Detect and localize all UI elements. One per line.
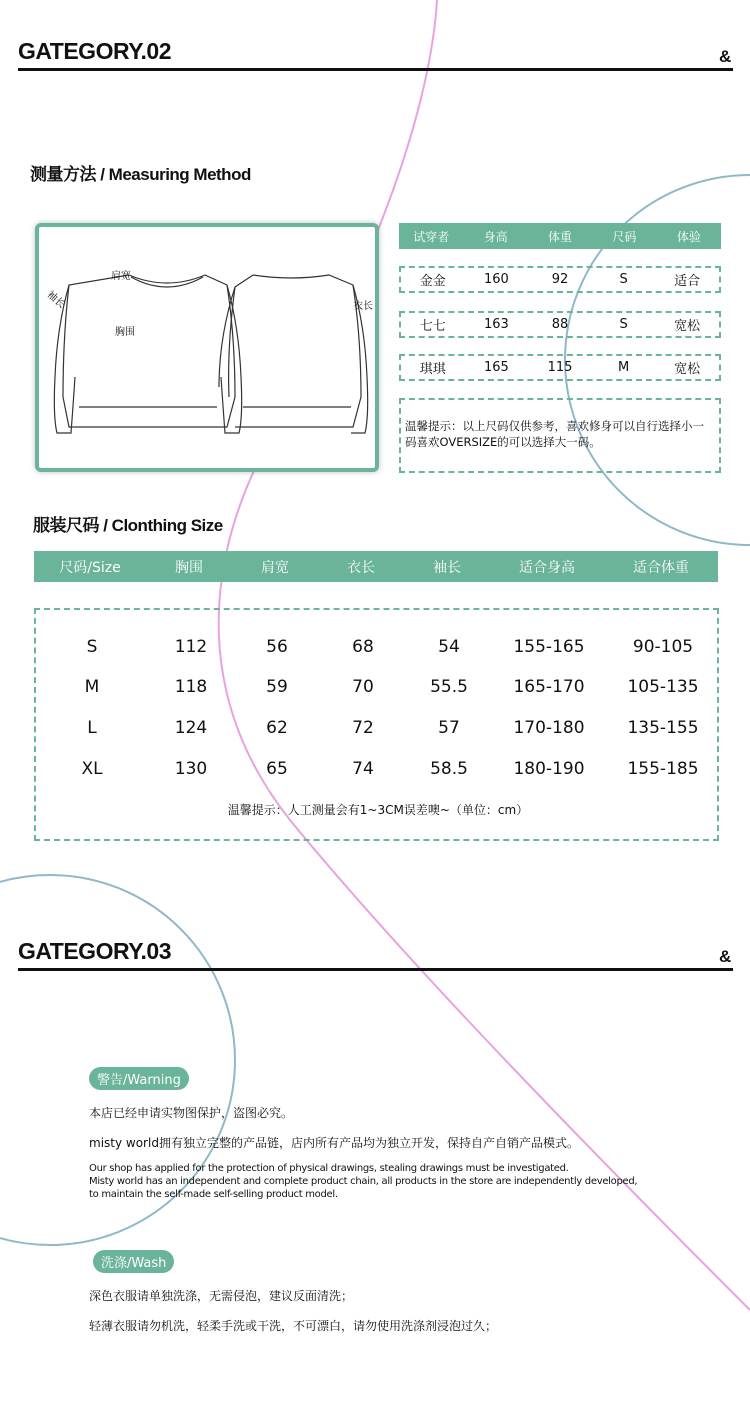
- size-cell: 62: [266, 718, 288, 738]
- size-cell: 105-135: [627, 677, 699, 697]
- label-sleeve: 袖长: [44, 289, 67, 311]
- size-row: [36, 634, 720, 660]
- tryon-cell: 琪琪: [419, 362, 446, 377]
- tryon-header-cell: 身高: [483, 229, 508, 244]
- size-cell: 112: [174, 637, 208, 657]
- category-02-amp: &: [719, 47, 732, 66]
- size-cell: 57: [438, 718, 460, 738]
- tryon-row: [399, 354, 721, 381]
- warning-en-2: Misty world has an independent and complete product chain, all products in the store are independently developed,: [89, 1176, 638, 1187]
- wash-line-2: 轻薄衣服请勿机洗，轻柔手洗或干洗，不可漂白，请勿使用洗涤剂浸泡过久；: [89, 1319, 498, 1333]
- size-cell: 130: [174, 759, 208, 779]
- size-header-cell: 袖长: [433, 559, 461, 576]
- size-cell: 56: [266, 637, 288, 657]
- size-tip: 温馨提示：人工测量会有1~3CM误差噢~（单位：cm）: [227, 803, 529, 817]
- warning-label: 警告/Warning: [89, 1067, 189, 1090]
- size-cell: 165-170: [513, 677, 585, 697]
- tryon-cell: 七七: [419, 319, 446, 334]
- size-cell: 68: [352, 637, 374, 657]
- size-cell: XL: [81, 759, 103, 779]
- tryon-tip: 温馨提示：以上尺码仅供参考，喜欢修身可以自行选择小一码喜欢OVERSIZE的可以选择大一码。: [405, 419, 704, 449]
- size-header-cell: 肩宽: [261, 559, 289, 576]
- tryon-cell: 163: [483, 317, 509, 332]
- size-row: [36, 674, 720, 700]
- size-cell: 59: [266, 677, 288, 697]
- size-cell: 180-190: [513, 759, 585, 779]
- tryon-header-cell: 试穿者: [413, 229, 450, 244]
- label-length: 衣长: [353, 301, 373, 312]
- size-cell: 155-165: [513, 637, 585, 657]
- size-cell: 118: [174, 677, 208, 697]
- size-cell: 54: [438, 637, 460, 657]
- tryon-header-cell: 尺码: [612, 229, 637, 244]
- tryon-cell: S: [619, 272, 628, 287]
- category-03-rule: [18, 968, 733, 971]
- tryon-header-cell: 体重: [548, 229, 573, 244]
- size-cell: M: [84, 677, 100, 697]
- size-header-cell: 衣长: [347, 559, 375, 576]
- size-header: [34, 551, 718, 582]
- warning-line-2: misty world拥有独立完整的产品链，店内所有产品均为独立开发，保持自产自销产品模式。: [89, 1136, 579, 1150]
- size-table-box: [34, 608, 719, 841]
- tryon-cell: 160: [483, 272, 509, 287]
- warning-line-1: 本店已经申请实物图保护，盗图必究。: [89, 1106, 294, 1120]
- size-header-cell: 适合身高: [519, 559, 575, 576]
- size-row: [36, 756, 720, 782]
- size-header-cell: 适合体重: [633, 559, 689, 576]
- warning-en-3: to maintain the self-made self-selling product model.: [89, 1189, 338, 1200]
- tryon-cell: 88: [551, 317, 569, 332]
- wash-label: 洗涤/Wash: [93, 1250, 174, 1273]
- category-03-title: GATEGORY.03: [18, 938, 171, 964]
- tryon-cell: 宽松: [674, 319, 701, 334]
- size-row: [36, 715, 720, 741]
- size-header-cell: 尺码/Size: [59, 559, 121, 576]
- measure-diagram-frame: [35, 223, 379, 472]
- size-cell: 90-105: [632, 637, 694, 657]
- tryon-cell: 165: [483, 360, 509, 375]
- measuring-method-title: 测量方法 / Measuring Method: [30, 165, 251, 184]
- tryon-header: [399, 223, 721, 249]
- tryon-cell: 金金: [419, 274, 446, 289]
- size-cell: 124: [174, 718, 208, 738]
- size-cell: 155-185: [627, 759, 699, 779]
- size-cell: 74: [352, 759, 374, 779]
- tryon-header-cell: 体验: [676, 229, 701, 244]
- size-cell: S: [86, 637, 98, 657]
- size-cell: 135-155: [627, 718, 699, 738]
- tryon-cell: M: [617, 360, 630, 375]
- size-header-cell: 胸围: [175, 559, 203, 576]
- category-02-title: GATEGORY.02: [18, 38, 171, 64]
- wash-line-1: 深色衣服请单独洗涤，无需侵泡，建议反面清洗；: [89, 1289, 354, 1303]
- size-cell: 55.5: [430, 677, 468, 697]
- clothing-size-title: 服装尺码 / Clonthing Size: [33, 516, 223, 535]
- size-cell: 58.5: [430, 759, 468, 779]
- size-cell: 72: [352, 718, 374, 738]
- tryon-cell: 适合: [674, 274, 701, 289]
- tryon-row: [399, 311, 721, 338]
- category-02-rule: [18, 68, 733, 71]
- category-03-amp: &: [719, 947, 732, 966]
- tryon-cell: 92: [551, 272, 569, 287]
- warning-en-1: Our shop has applied for the protection of physical drawings, stealing drawings must be investigated.: [89, 1163, 569, 1174]
- size-cell: 70: [352, 677, 374, 697]
- label-chest: 胸围: [115, 327, 135, 338]
- size-cell: L: [87, 718, 97, 738]
- tryon-cell: S: [619, 317, 628, 332]
- tryon-tip-box: [399, 398, 721, 473]
- tryon-row: [399, 266, 721, 293]
- sweater-sketch: [39, 227, 375, 468]
- label-shoulder: 肩宽: [111, 271, 131, 282]
- size-cell: 65: [266, 759, 288, 779]
- size-cell: 170-180: [513, 718, 585, 738]
- tryon-cell: 宽松: [674, 362, 701, 377]
- tryon-cell: 115: [547, 360, 573, 375]
